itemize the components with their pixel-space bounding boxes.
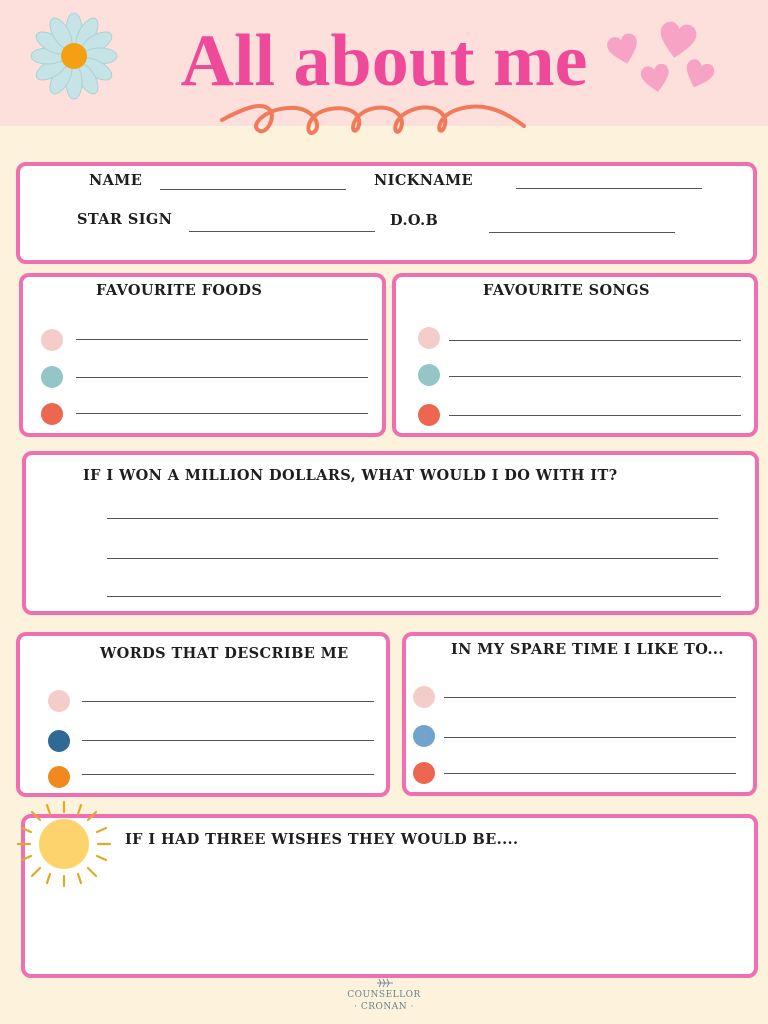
food-line-2[interactable] — [76, 377, 368, 378]
coral-dot — [413, 762, 435, 784]
favourite-songs-label: FAVOURITE SONGS — [483, 282, 650, 299]
page-title: All about me — [180, 20, 588, 102]
navy-dot — [48, 730, 70, 752]
squiggle-icon — [218, 96, 530, 144]
pink-dot — [418, 327, 440, 349]
star-sign-label: STAR SIGN — [77, 211, 173, 228]
describe-me-label: WORDS THAT DESCRIBE ME — [100, 645, 349, 662]
three-wishes-label: IF I HAD THREE WISHES THEY WOULD BE.... — [125, 831, 519, 848]
favourite-foods-label: FAVOURITE FOODS — [96, 282, 263, 299]
million-line-1[interactable] — [107, 518, 718, 519]
teal-dot — [41, 366, 63, 388]
name-label: NAME — [89, 172, 143, 189]
spare-time-label: IN MY SPARE TIME I LIKE TO... — [451, 641, 724, 658]
nickname-field[interactable] — [516, 188, 702, 189]
leaf-icon — [376, 978, 394, 988]
blue-dot — [413, 725, 435, 747]
pink-dot — [48, 690, 70, 712]
million-line-3[interactable] — [107, 596, 721, 597]
song-line-2[interactable] — [449, 376, 741, 377]
sun-icon — [14, 798, 114, 890]
footer-brand-line2: · CRONAN · — [354, 1002, 414, 1012]
spare-line-3[interactable] — [444, 773, 736, 774]
dob-label: D.O.B — [390, 212, 439, 229]
food-line-3[interactable] — [76, 413, 368, 414]
footer-brand-line1: COUNSELLOR — [347, 990, 421, 1000]
teal-dot — [418, 364, 440, 386]
food-line-1[interactable] — [76, 339, 368, 340]
coral-dot — [41, 403, 63, 425]
coral-dot — [418, 404, 440, 426]
describe-line-2[interactable] — [82, 740, 374, 741]
pink-dot — [413, 686, 435, 708]
name-field[interactable] — [160, 189, 346, 190]
song-line-3[interactable] — [449, 415, 741, 416]
million-dollars-label: IF I WON A MILLION DOLLARS, WHAT WOULD I DO WITH IT? — [83, 467, 618, 484]
dob-field[interactable] — [489, 232, 675, 233]
describe-line-3[interactable] — [82, 774, 374, 775]
spare-line-1[interactable] — [444, 697, 736, 698]
pink-dot — [41, 329, 63, 351]
song-line-1[interactable] — [449, 340, 741, 341]
describe-line-1[interactable] — [82, 701, 374, 702]
orange-dot — [48, 766, 70, 788]
million-line-2[interactable] — [107, 558, 718, 559]
star-sign-field[interactable] — [189, 231, 375, 232]
spare-line-2[interactable] — [444, 737, 736, 738]
nickname-label: NICKNAME — [374, 172, 473, 189]
hearts-icon — [604, 20, 722, 102]
